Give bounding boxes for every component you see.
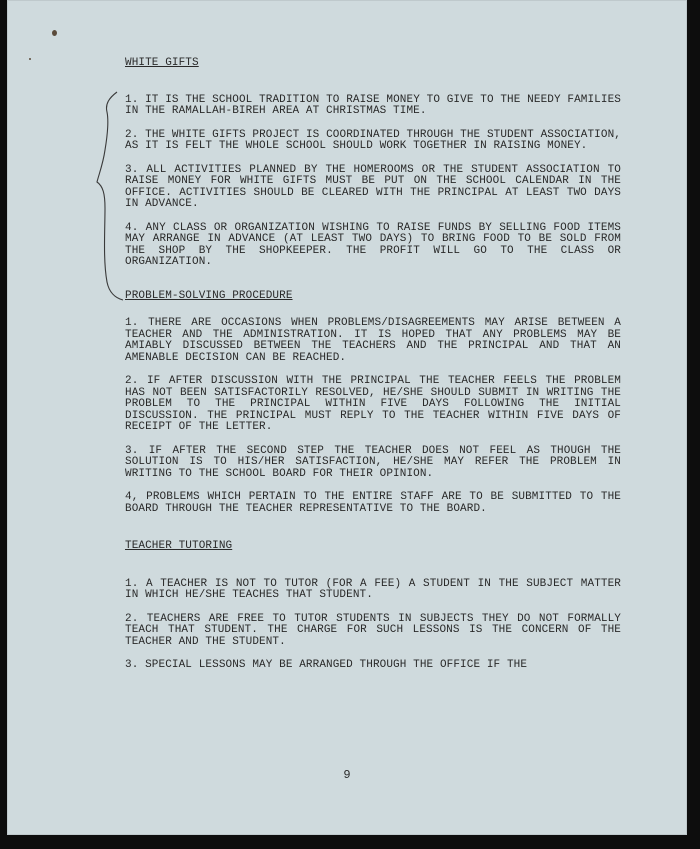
section-heading: PROBLEM-SOLVING PROCEDURE <box>125 289 293 302</box>
paragraph: 3. ALL ACTIVITIES PLANNED BY THE HOMEROOMS OR THE STUDENT ASSOCIATION TO RAISE MONEY FOR WHITE GIFTS MUST BE PUT ON THE SCHOOL CALENDAR IN THE OFFICE. ACTIVITIES SHOULD BE CLEARED WITH THE PRINCIPAL AT LEAST TWO DAYS IN ADVANCE. <box>125 163 621 210</box>
paragraph: 4. ANY CLASS OR ORGANIZATION WISHING TO RAISE FUNDS BY SELLING FOOD ITEMS MAY ARRANGE IN ADVANCE (AT LEAST TWO DAYS) TO BRING FOOD TO BE SOLD FROM THE SHOP BY THE SHOPKEEPER. THE PROFIT WILL GO TO THE CLASS OR ORGANIZATION. <box>125 221 621 268</box>
paragraph: 2. IF AFTER DISCUSSION WITH THE PRINCIPAL THE TEACHER FEELS THE PROBLEM HAS NOT BEEN SATISFACTORILY RESOLVED, HE/SHE SHOULD SUBMIT IN WRITING THE PROBLEM TO THE PRINCIPAL WITHIN FIVE DAYS FOLLOWING THE INITIAL DISCUSSION. THE PRINCIPAL MUST REPLY TO THE TEACHER WITHIN FIVE DAYS OF RECEIPT OF THE LETTER. <box>125 375 621 433</box>
paragraph: 4, PROBLEMS WHICH PERTAIN TO THE ENTIRE STAFF ARE TO BE SUBMITTED TO THE BOARD THROUGH THE TEACHER REPRESENTATIVE TO THE BOARD. <box>125 491 621 515</box>
page-number: 9 <box>343 768 351 782</box>
handwritten-bracket <box>95 90 125 302</box>
section-heading: WHITE GIFTS <box>125 57 199 69</box>
section-problem-solving <box>125 291 621 516</box>
paper-speck <box>29 58 31 60</box>
document-page <box>7 0 687 835</box>
paragraph: 2. TEACHERS ARE FREE TO TUTOR STUDENTS IN SUBJECTS THEY DO NOT FORMALLY TEACH THAT STUDENT. THE CHARGE FOR SUCH LESSONS IS THE CONCERN OF THE TEACHER AND THE STUDENT. <box>125 612 621 648</box>
paragraph: 1. IT IS THE SCHOOL TRADITION TO RAISE MONEY TO GIVE TO THE NEEDY FAMILIES IN THE RAMALLAH-BIREH AREA AT CHRISTMAS TIME. <box>125 93 621 117</box>
paper-speck <box>52 30 57 36</box>
document-body <box>125 58 621 672</box>
paragraph: 3. SPECIAL LESSONS MAY BE ARRANGED THROUGH THE OFFICE IF THE <box>125 659 528 671</box>
paragraph: 1. THERE ARE OCCASIONS WHEN PROBLEMS/DISAGREEMENTS MAY ARISE BETWEEN A TEACHER AND THE ADMINISTRATION. IT IS HOPED THAT ANY PROBLEMS MAY BE AMIABLY DISCUSSED BETWEEN THE TEACHERS AND THE PRINCIPAL AND THAT AN AMENABLE DECISION CAN BE REACHED. <box>125 317 621 364</box>
paragraph: 3. IF AFTER THE SECOND STEP THE TEACHER DOES NOT FEEL AS THOUGH THE SOLUTION IS TO HIS/HER SATISFACTION, HE/SHE MAY REFER THE PROBLEM IN WRITING TO THE SCHOOL BOARD FOR THEIR OPINION. <box>125 444 621 480</box>
section-heading: TEACHER TUTORING <box>125 540 233 552</box>
section-teacher-tutoring <box>125 541 621 672</box>
paragraph: 1. A TEACHER IS NOT TO TUTOR (FOR A FEE) A STUDENT IN THE SUBJECT MATTER IN WHICH HE/SHE TEACHES THAT STUDENT. <box>125 577 621 601</box>
section-white-gifts <box>125 58 621 269</box>
paragraph: 2. THE WHITE GIFTS PROJECT IS COORDINATED THROUGH THE STUDENT ASSOCIATION, AS IT IS FELT THE WHOLE SCHOOL SHOULD WORK TOGETHER IN RAISING MONEY. <box>125 128 621 152</box>
